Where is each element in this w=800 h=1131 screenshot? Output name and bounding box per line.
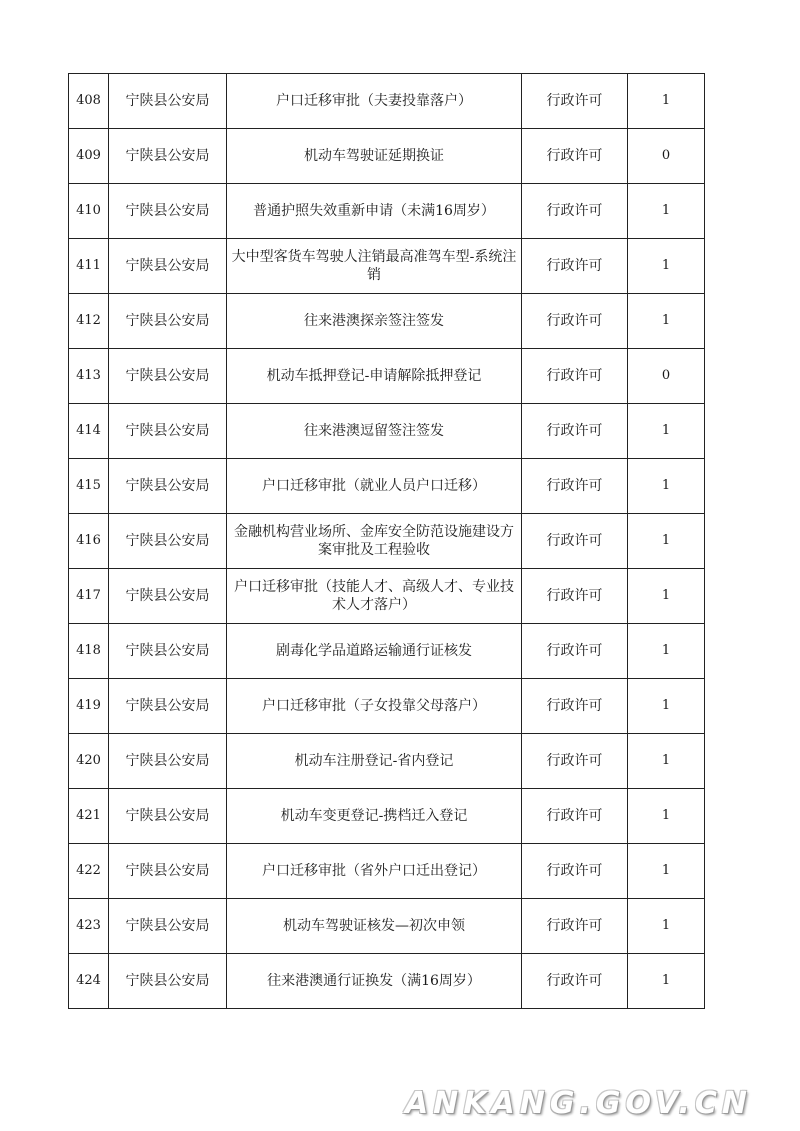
item-type-cell: 行政许可 xyxy=(522,239,628,294)
item-name-cell: 大中型客货车驾驶人注销最高准驾车型-系统注销 xyxy=(227,239,522,294)
count-cell: 0 xyxy=(628,129,705,184)
table-row xyxy=(69,954,705,1009)
item-type-cell: 行政许可 xyxy=(522,349,628,404)
department-cell: 宁陕县公安局 xyxy=(109,129,227,184)
table-row xyxy=(69,349,705,404)
item-name-cell: 户口迁移审批（就业人员户口迁移） xyxy=(227,459,522,514)
row-number: 423 xyxy=(69,899,109,954)
row-number: 413 xyxy=(69,349,109,404)
item-type-cell: 行政许可 xyxy=(522,184,628,239)
department-cell: 宁陕县公安局 xyxy=(109,294,227,349)
row-number: 420 xyxy=(69,734,109,789)
row-number: 414 xyxy=(69,404,109,459)
row-number: 418 xyxy=(69,624,109,679)
table-row xyxy=(69,129,705,184)
department-cell: 宁陕县公安局 xyxy=(109,74,227,129)
department-cell: 宁陕县公安局 xyxy=(109,239,227,294)
table-row xyxy=(69,459,705,514)
item-type-cell: 行政许可 xyxy=(522,899,628,954)
table-row xyxy=(69,569,705,624)
row-number: 424 xyxy=(69,954,109,1009)
department-cell: 宁陕县公安局 xyxy=(109,514,227,569)
permit-table-body xyxy=(69,74,705,1009)
item-type-cell: 行政许可 xyxy=(522,129,628,184)
count-cell: 1 xyxy=(628,404,705,459)
item-name-cell: 户口迁移审批（技能人才、高级人才、专业技术人才落户） xyxy=(227,569,522,624)
item-name-cell: 户口迁移审批（省外户口迁出登记） xyxy=(227,844,522,899)
count-cell: 1 xyxy=(628,184,705,239)
department-cell: 宁陕县公安局 xyxy=(109,184,227,239)
count-cell: 1 xyxy=(628,734,705,789)
item-name-cell: 往来港澳通行证换发（满16周岁） xyxy=(227,954,522,1009)
department-cell: 宁陕县公安局 xyxy=(109,459,227,514)
department-cell: 宁陕县公安局 xyxy=(109,844,227,899)
item-name-cell: 机动车驾驶证延期换证 xyxy=(227,129,522,184)
row-number: 412 xyxy=(69,294,109,349)
count-cell: 1 xyxy=(628,514,705,569)
row-number: 408 xyxy=(69,74,109,129)
permit-table xyxy=(68,73,705,1009)
table-row xyxy=(69,404,705,459)
item-name-cell: 往来港澳逗留签注签发 xyxy=(227,404,522,459)
item-name-cell: 机动车抵押登记-申请解除抵押登记 xyxy=(227,349,522,404)
table-row xyxy=(69,74,705,129)
table-row xyxy=(69,294,705,349)
count-cell: 1 xyxy=(628,569,705,624)
count-cell: 1 xyxy=(628,294,705,349)
item-name-cell: 剧毒化学品道路运输通行证核发 xyxy=(227,624,522,679)
item-type-cell: 行政许可 xyxy=(522,404,628,459)
row-number: 422 xyxy=(69,844,109,899)
department-cell: 宁陕县公安局 xyxy=(109,349,227,404)
department-cell: 宁陕县公安局 xyxy=(109,954,227,1009)
item-type-cell: 行政许可 xyxy=(522,679,628,734)
item-name-cell: 户口迁移审批（夫妻投靠落户） xyxy=(227,74,522,129)
item-type-cell: 行政许可 xyxy=(522,74,628,129)
permit-table-container xyxy=(68,73,704,1009)
count-cell: 0 xyxy=(628,349,705,404)
row-number: 415 xyxy=(69,459,109,514)
row-number: 417 xyxy=(69,569,109,624)
row-number: 419 xyxy=(69,679,109,734)
row-number: 411 xyxy=(69,239,109,294)
count-cell: 1 xyxy=(628,239,705,294)
table-row xyxy=(69,239,705,294)
item-name-cell: 机动车变更登记-携档迁入登记 xyxy=(227,789,522,844)
item-name-cell: 户口迁移审批（子女投靠父母落户） xyxy=(227,679,522,734)
table-row xyxy=(69,734,705,789)
item-type-cell: 行政许可 xyxy=(522,624,628,679)
department-cell: 宁陕县公安局 xyxy=(109,679,227,734)
department-cell: 宁陕县公安局 xyxy=(109,734,227,789)
item-name-cell: 普通护照失效重新申请（未满16周岁） xyxy=(227,184,522,239)
table-row xyxy=(69,899,705,954)
item-type-cell: 行政许可 xyxy=(522,459,628,514)
table-row xyxy=(69,624,705,679)
count-cell: 1 xyxy=(628,789,705,844)
row-number: 410 xyxy=(69,184,109,239)
table-row xyxy=(69,184,705,239)
item-name-cell: 金融机构营业场所、金库安全防范设施建设方案审批及工程验收 xyxy=(227,514,522,569)
table-row xyxy=(69,679,705,734)
table-row xyxy=(69,844,705,899)
item-type-cell: 行政许可 xyxy=(522,569,628,624)
department-cell: 宁陕县公安局 xyxy=(109,624,227,679)
department-cell: 宁陕县公安局 xyxy=(109,404,227,459)
item-type-cell: 行政许可 xyxy=(522,954,628,1009)
department-cell: 宁陕县公安局 xyxy=(109,899,227,954)
count-cell: 1 xyxy=(628,899,705,954)
department-cell: 宁陕县公安局 xyxy=(109,569,227,624)
item-type-cell: 行政许可 xyxy=(522,294,628,349)
item-name-cell: 机动车注册登记-省内登记 xyxy=(227,734,522,789)
department-cell: 宁陕县公安局 xyxy=(109,789,227,844)
count-cell: 1 xyxy=(628,954,705,1009)
item-name-cell: 往来港澳探亲签注签发 xyxy=(227,294,522,349)
item-type-cell: 行政许可 xyxy=(522,734,628,789)
row-number: 409 xyxy=(69,129,109,184)
table-row xyxy=(69,789,705,844)
count-cell: 1 xyxy=(628,624,705,679)
item-type-cell: 行政许可 xyxy=(522,844,628,899)
count-cell: 1 xyxy=(628,844,705,899)
row-number: 421 xyxy=(69,789,109,844)
item-type-cell: 行政许可 xyxy=(522,789,628,844)
count-cell: 1 xyxy=(628,74,705,129)
row-number: 416 xyxy=(69,514,109,569)
item-name-cell: 机动车驾驶证核发—初次申领 xyxy=(227,899,522,954)
count-cell: 1 xyxy=(628,459,705,514)
site-watermark: ANKANG.GOV.CN xyxy=(404,1086,752,1121)
table-row xyxy=(69,514,705,569)
count-cell: 1 xyxy=(628,679,705,734)
item-type-cell: 行政许可 xyxy=(522,514,628,569)
